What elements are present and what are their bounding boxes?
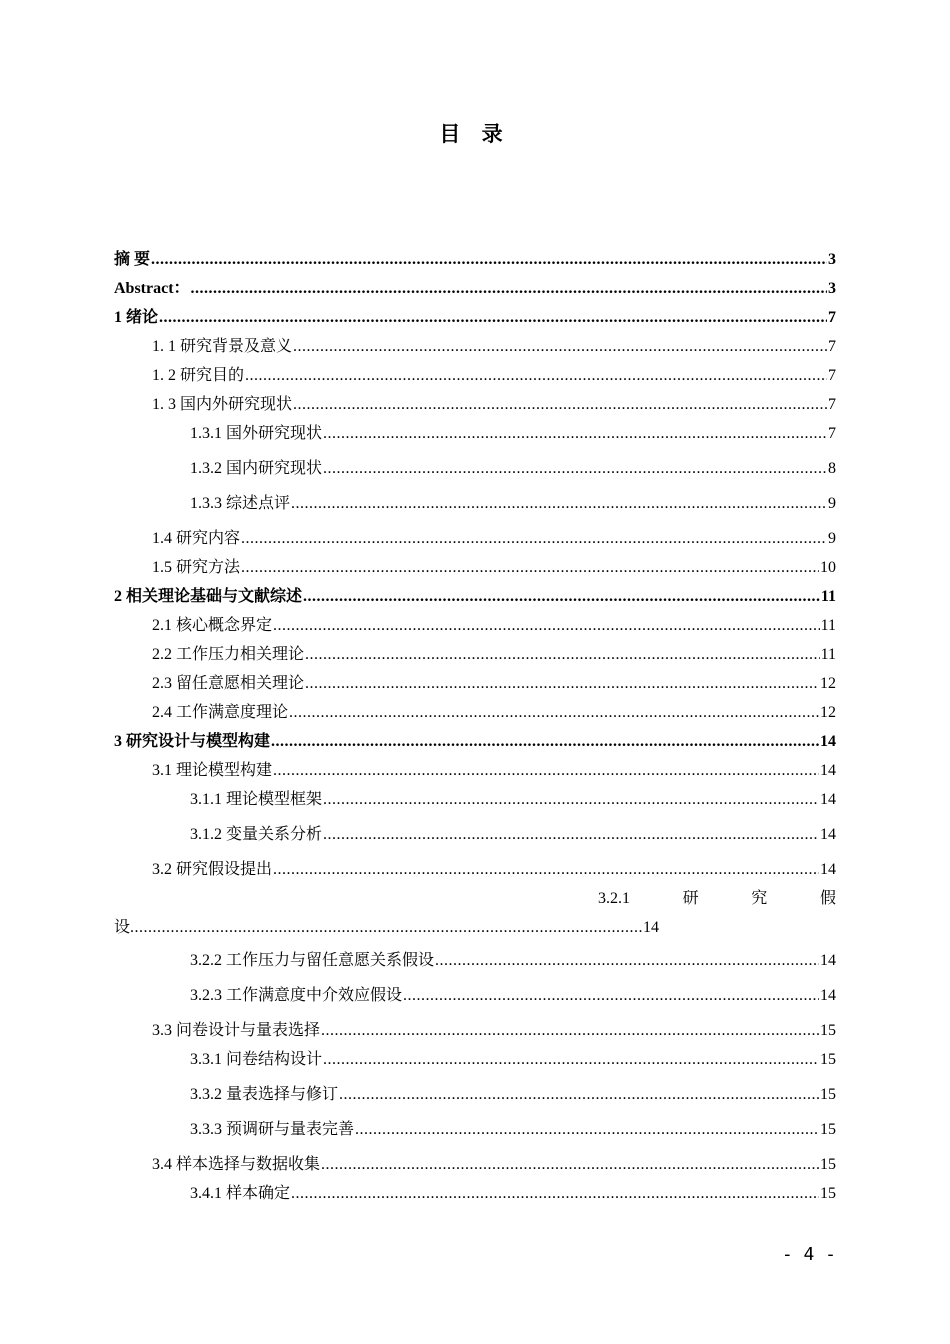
toc-entry[interactable] xyxy=(114,1021,836,1050)
toc-entry[interactable] xyxy=(114,494,836,529)
toc-page: 11 xyxy=(820,588,836,605)
toc-title: 目 录 xyxy=(439,122,511,146)
toc-entry[interactable] xyxy=(114,279,836,308)
leader-dots xyxy=(271,732,819,752)
leader-dots xyxy=(305,645,820,665)
toc-entry[interactable] xyxy=(114,337,836,366)
toc-entry[interactable] xyxy=(114,1085,836,1120)
toc-entry[interactable] xyxy=(114,860,836,889)
toc-page: 12 xyxy=(820,675,836,692)
toc-label: 1.3.3 综述点评 xyxy=(190,495,291,512)
page-number: - 4 - xyxy=(781,1244,836,1265)
leader-dots xyxy=(293,395,827,415)
toc-label: 摘 要 xyxy=(114,251,151,268)
leader-dots xyxy=(435,951,819,971)
toc-label: 3.2.3 工作满意度中介效应假设 xyxy=(190,987,403,1004)
toc-label: 2.4 工作满意度理论 xyxy=(152,704,289,721)
toc-entry[interactable] xyxy=(114,1120,836,1155)
toc-page: 14 xyxy=(643,919,659,936)
leader-dots xyxy=(241,529,827,549)
toc-label: 1.5 研究方法 xyxy=(152,559,241,576)
toc-entry[interactable] xyxy=(114,674,836,703)
toc-page: 9 xyxy=(828,530,836,547)
toc-page: 7 xyxy=(828,396,836,413)
toc-label: 3.3.2 量表选择与修订 xyxy=(190,1086,339,1103)
toc-label: 2.2 工作压力相关理论 xyxy=(152,646,305,663)
toc-page: 14 xyxy=(820,861,836,878)
toc-label: 3.1.2 变量关系分析 xyxy=(190,826,323,843)
toc-entry[interactable] xyxy=(114,250,836,279)
toc-page: 14 xyxy=(820,987,836,1004)
toc-page: 3 xyxy=(828,280,836,297)
toc-label: 3.1 理论模型构建 xyxy=(152,762,273,779)
toc-entry-wrapped-line2[interactable] xyxy=(114,918,659,951)
toc-page: 7 xyxy=(828,338,836,355)
toc-label: 3.3.3 预调研与量表完善 xyxy=(190,1121,355,1138)
toc-label: 1.4 研究内容 xyxy=(152,530,241,547)
leader-dots xyxy=(130,918,643,951)
toc-label: 1. 3 国内外研究现状 xyxy=(152,396,293,413)
toc-entry[interactable] xyxy=(114,825,836,860)
toc-label: 3.4.1 样本确定 xyxy=(190,1185,291,1202)
toc-page: 15 xyxy=(820,1022,836,1039)
toc-label: 2.1 核心概念界定 xyxy=(152,617,273,634)
leader-dots xyxy=(293,337,827,357)
toc-label: 3.3 问卷设计与量表选择 xyxy=(152,1022,321,1039)
toc-entry[interactable] xyxy=(114,459,836,494)
toc-entry[interactable] xyxy=(114,616,836,645)
toc-page: 3 xyxy=(828,251,836,268)
leader-dots xyxy=(303,587,820,607)
toc-page: 10 xyxy=(820,559,836,576)
toc-label: 3.3.1 问卷结构设计 xyxy=(190,1051,323,1068)
toc-label: 1 绪论 xyxy=(114,309,159,326)
leader-dots xyxy=(159,308,827,328)
toc-label: 3.2 研究假设提出 xyxy=(152,861,273,878)
toc-label: 3.2.2 工作压力与留任意愿关系假设 xyxy=(190,952,435,969)
toc-entry[interactable] xyxy=(114,732,836,761)
toc-page: 7 xyxy=(828,367,836,384)
toc-page: 11 xyxy=(820,646,836,663)
leader-dots xyxy=(273,761,819,781)
toc-page: 7 xyxy=(828,309,836,326)
toc-label: 3.4 样本选择与数据收集 xyxy=(152,1156,321,1173)
toc-entry-wrapped-line1[interactable] xyxy=(114,889,836,918)
leader-dots xyxy=(403,986,819,1006)
toc-label: 1. 2 研究目的 xyxy=(152,367,245,384)
leader-dots xyxy=(289,703,819,723)
toc-entry[interactable] xyxy=(114,308,836,337)
leader-dots xyxy=(323,459,827,479)
toc-entry[interactable] xyxy=(114,424,836,459)
leader-dots xyxy=(323,825,819,845)
toc-entry[interactable] xyxy=(114,986,836,1021)
toc-entry[interactable] xyxy=(114,587,836,616)
toc-label: 3 研究设计与模型构建 xyxy=(114,733,271,750)
leader-dots xyxy=(323,790,819,810)
table-of-contents xyxy=(114,250,836,1213)
toc-page: 14 xyxy=(820,952,836,969)
toc-entry[interactable] xyxy=(114,529,836,558)
toc-entry[interactable] xyxy=(114,790,836,825)
toc-wrapped-char: 研 xyxy=(682,890,699,907)
leader-dots xyxy=(241,558,819,578)
toc-entry[interactable] xyxy=(114,951,836,986)
toc-page: 11 xyxy=(820,617,836,634)
toc-page: 8 xyxy=(828,460,836,477)
toc-page: 14 xyxy=(820,762,836,779)
leader-dots xyxy=(191,279,827,299)
toc-page: 14 xyxy=(820,733,836,750)
toc-wrapped-number: 3.2.1 xyxy=(598,890,630,907)
leader-dots xyxy=(151,250,827,270)
leader-dots xyxy=(305,674,819,694)
toc-label: 3.1.1 理论模型框架 xyxy=(190,791,323,808)
toc-page: 7 xyxy=(828,425,836,442)
toc-label: 2.3 留任意愿相关理论 xyxy=(152,675,305,692)
toc-page: 15 xyxy=(820,1185,836,1202)
toc-entry[interactable] xyxy=(114,703,836,732)
toc-entry[interactable] xyxy=(114,558,836,587)
toc-label: 1. 1 研究背景及意义 xyxy=(152,338,293,355)
toc-page: 14 xyxy=(820,826,836,843)
toc-page: 15 xyxy=(820,1121,836,1138)
toc-page: 15 xyxy=(820,1156,836,1173)
toc-entry[interactable] xyxy=(114,1050,836,1085)
leader-dots xyxy=(245,366,827,386)
toc-page: 15 xyxy=(820,1086,836,1103)
leader-dots xyxy=(323,1050,819,1070)
leader-dots xyxy=(323,424,827,444)
toc-page: 15 xyxy=(820,1051,836,1068)
leader-dots xyxy=(355,1120,819,1140)
toc-entry[interactable] xyxy=(114,366,836,395)
toc-entry[interactable] xyxy=(114,395,836,424)
leader-dots xyxy=(291,494,827,514)
toc-label: 1.3.1 国外研究现状 xyxy=(190,425,323,442)
toc-entry[interactable] xyxy=(114,1184,836,1213)
toc-page: 14 xyxy=(820,791,836,808)
leader-dots xyxy=(321,1155,819,1175)
toc-label: 2 相关理论基础与文献综述 xyxy=(114,588,303,605)
leader-dots xyxy=(273,616,820,636)
leader-dots xyxy=(291,1184,819,1204)
toc-wrapped-char: 究 xyxy=(751,890,768,907)
toc-page: 9 xyxy=(828,495,836,512)
toc-label: 1.3.2 国内研究现状 xyxy=(190,460,323,477)
toc-label: 设 xyxy=(114,919,131,936)
leader-dots xyxy=(321,1021,819,1041)
toc-wrapped-char: 假 xyxy=(819,890,836,907)
toc-page: 12 xyxy=(820,704,836,721)
toc-entry[interactable] xyxy=(114,761,836,790)
leader-dots xyxy=(339,1085,819,1105)
toc-entry[interactable] xyxy=(114,1155,836,1184)
toc-label: Abstract： xyxy=(114,280,190,297)
toc-entry[interactable] xyxy=(114,645,836,674)
leader-dots xyxy=(273,860,819,880)
